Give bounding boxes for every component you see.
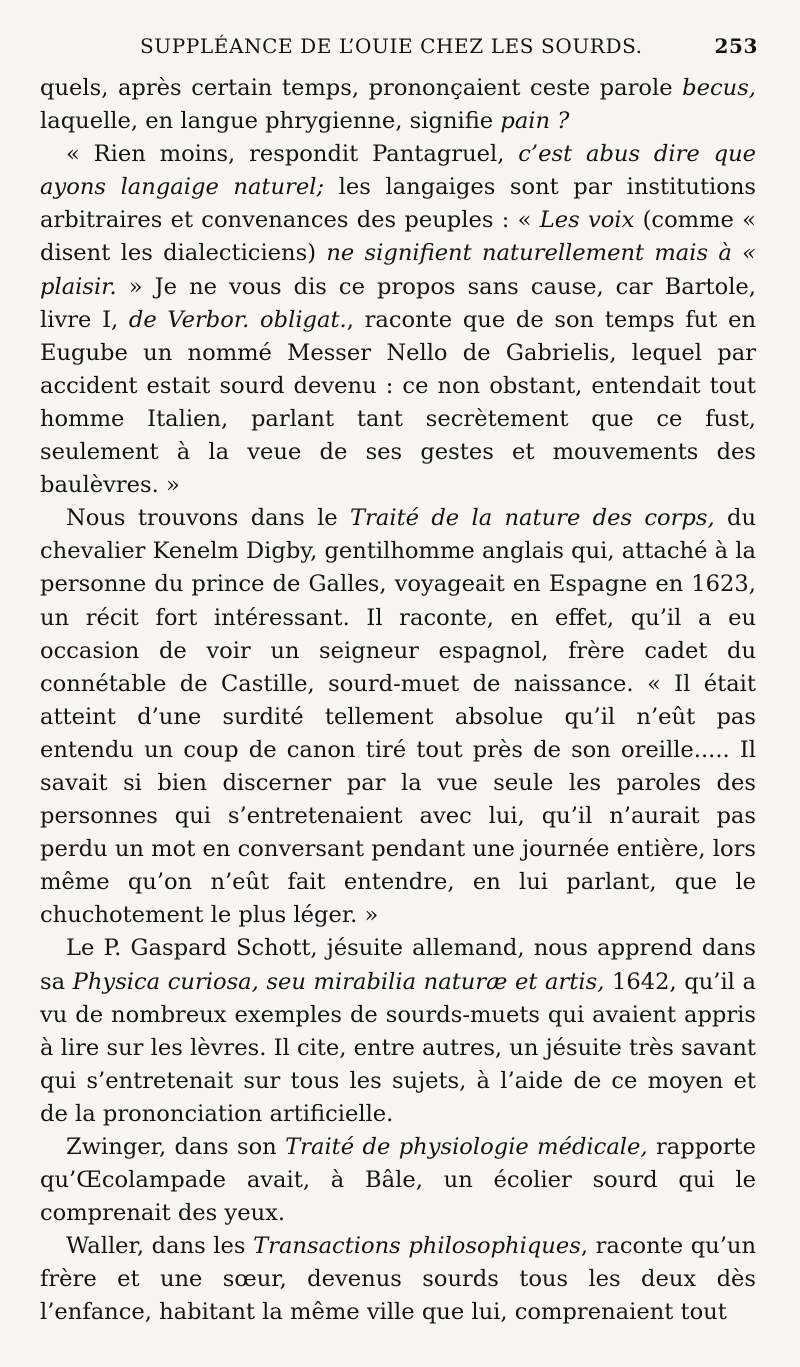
text-run: (comme « disent les dialecticiens) [40,207,756,267]
text-run: les langaiges sont par institutions arbitraires et convenances des peuples : « [40,174,756,234]
paragraph-1 [40,72,756,138]
paragraph-6 [40,1230,756,1329]
italic-run: Transactions philosophiques [253,1233,581,1260]
page-header [40,30,758,64]
paragraph-4 [40,932,756,1131]
paragraph-2 [40,138,756,502]
italic-run: Physica curiosa, seu mirabilia naturæ et artis, [72,968,605,995]
text-run: quels, après certain temps, prononçaient ceste parole [40,75,683,101]
text-run: « Rien moins, respondit Pantagruel, [66,141,519,168]
italic-run: c’est abus dire que ayons langaige naturel; [40,141,756,201]
italic-run: Traité de la nature des corps, [350,505,715,532]
text-run: Zwinger, dans son [66,1134,286,1160]
running-title: SUPPLÉANCE DE L’OUIE CHEZ LES SOURDS. [140,34,643,58]
text-run: du chevalier Kenelm Digby, gentilhomme anglais qui, attaché à la personne du prince de Galles, voyageait en Espagne en 1623, un récit fort intéressant. Il raconte, en effet, qu’il a eu occasion de voir un seigneur espagnol, frère cadet du connétable de Castille, sourd-muet de naissance. « Il était atteint d’une surdité tellement absolue qu’il n’eût pas entendu un coup de canon tiré tout près de son oreille..... Il savait si bien discerner par la vue seule les paroles des personnes qui s’entretenaient avec lui, qu’il n’aurait pas perdu un mot en conversant pendant une journée entière, lors même qu’on n’eût fait entendre, en lui parlant, que le chuchotement le plus léger. » [40,505,756,929]
italic-run: Les voix [539,207,635,234]
italic-run: becus, [682,75,756,101]
paragraph-5 [40,1131,756,1230]
italic-run: Traité de physiologie médicale, [285,1134,648,1160]
text-run: Waller, dans les [66,1233,254,1260]
text-run: Nous trouvons dans le [66,505,350,532]
text-run: 1642, qu’il a vu de nombreux exemples de sourds-muets qui avaient appris à lire sur les lèvres. Il cite, entre autres, un jésuite très savant qui s’entretenait sur tous les sujets, à l’aide de ce moyen et de la prononciation artificielle. [40,968,756,1127]
body-text [40,72,756,1330]
text-run: Le P. Gaspard Schott, jésuite allemand, nous apprend dans sa [40,935,756,995]
italic-run: pain ? [500,108,570,135]
paragraph-3 [40,502,756,932]
text-run: , raconte que de son temps fut en Eugube un nommé Messer Nello de Gabrielis, lequel par accident estait sourd devenu : ce non obstant, entendait tout homme Italien, parlant tant secrètement que ce fust, seulement à la veue de ses gestes et mouvements des baulèvres. » [40,306,757,499]
text-run: laquelle, en langue phrygienne, signifie [40,108,501,135]
italic-run: ne signifient naturellement mais à « plaisir. [40,240,756,300]
text-run: rapporte qu’Œcolampade avait, à Bâle, un écolier sourd qui le comprenait des yeux. [40,1134,757,1227]
italic-run: de Verbor. obligat. [128,306,347,333]
text-run: » Je ne vous dis ce propos sans cause, car Bartole, livre I, [40,273,756,333]
page-number: 253 [714,34,758,58]
text-run: , raconte qu’un frère et une sœur, devenus sourds tous les deux dès l’enfance, habitant la même ville que lui, comprenaient tout [40,1233,757,1326]
